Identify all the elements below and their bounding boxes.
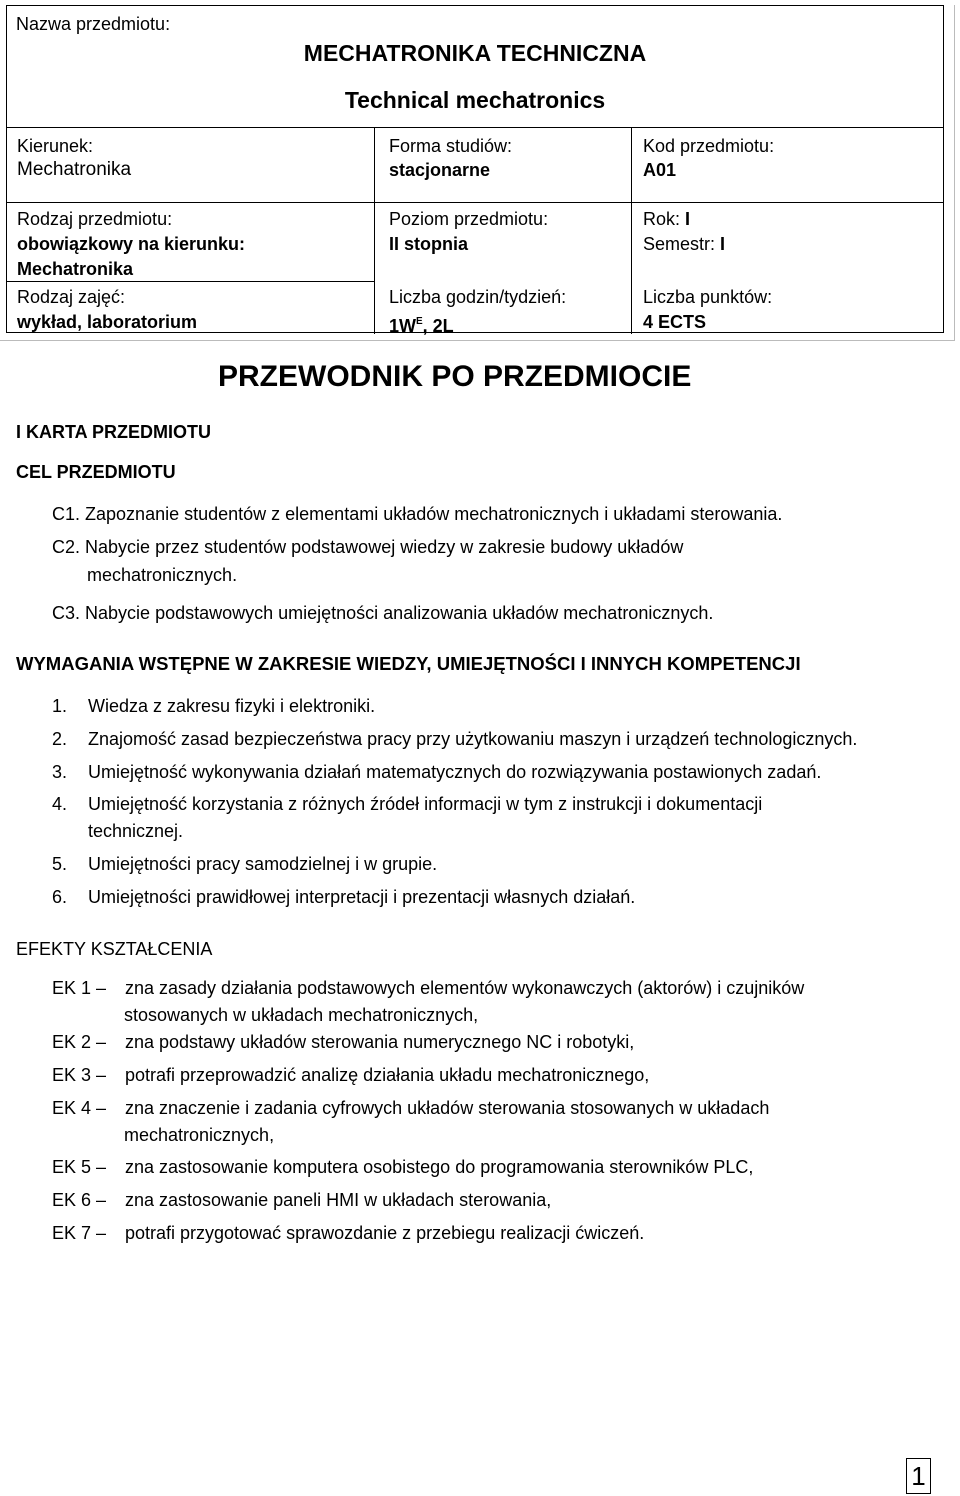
effect-item: EK 7 – potrafi przygotować sprawozdanie z przebiegu realizacji ćwiczeń. [52, 1223, 645, 1243]
requirements-heading: WYMAGANIA WSTĘPNE W ZAKRESIE WIEDZY, UMIEJĘTNOŚCI I INNYCH KOMPETENCJI [16, 653, 801, 674]
effect-item: EK 1 – zna zasady działania podstawowych elementów wykonawczych (aktorów) i czujników [52, 978, 805, 998]
requirement-item: 2. Znajomość zasad bezpieczeństwa pracy przy użytkowaniu maszyn i urządzeń technologicznych. [52, 729, 858, 749]
karta-heading: I KARTA PRZEDMIOTU [16, 422, 211, 442]
kod-label: Kod przedmiotu: [643, 136, 775, 156]
zajec-value: wykład, laboratorium [17, 312, 198, 332]
godzin-value: $1W^E$, 2L [389, 316, 454, 336]
goal-c3: C3. Nabycie podstawowych umiejętności analizowania układów mechatronicznych. [52, 603, 714, 623]
rodzaj-value-1: obowiązkowy na kierunku: [17, 234, 246, 254]
course-meta-row-1 [7, 128, 943, 203]
course-title-pl: MECHATRONIKA TECHNICZNA [303, 40, 647, 66]
requirement-item: 1. Wiedza z zakresu fizyki i elektroniki. [52, 696, 376, 716]
course-info-table [6, 5, 944, 336]
effects-heading: EFEKTY KSZTAŁCENIA [16, 939, 213, 959]
effect-item-cont: stosowanych w układach mechatronicznych, [124, 1005, 479, 1025]
subject-label: Nazwa przedmiotu: [16, 14, 171, 34]
course-meta-row-2 [7, 203, 943, 334]
forma-value: stacjonarne [389, 160, 491, 180]
effect-item: EK 3 – potrafi przeprowadzić analizę działania układu mechatronicznego, [52, 1065, 650, 1085]
requirement-item: 6. Umiejętności prawidłowej interpretacji i prezentacji własnych działań. [52, 887, 636, 907]
godzin-label: Liczba godzin/tydzień: [389, 287, 567, 307]
effect-item: EK 2 – zna podstawy układów sterowania numerycznego NC i robotyki, [52, 1032, 635, 1052]
poziom-value: II stopnia [389, 234, 469, 254]
punktow-label: Liczba punktów: [643, 287, 773, 307]
goal-c2-cont: mechatronicznych. [87, 565, 238, 585]
guide-title: PRZEWODNIK PO PRZEDMIOCIE [218, 360, 692, 393]
goal-c2: C2. Nabycie przez studentów podstawowej wiedzy w zakresie budowy układów [52, 537, 684, 557]
effect-item: EK 5 – zna zastosowanie komputera osobistego do programowania sterowników PLC, [52, 1157, 754, 1177]
course-title-en: Technical mechatronics [344, 87, 606, 113]
effect-item: EK 6 – zna zastosowanie paneli HMI w układach sterowania, [52, 1190, 552, 1210]
requirement-item: 3. Umiejętność wykonywania działań matematycznych do rozwiązywania postawionych zadań. [52, 762, 822, 782]
page-number: 1 [906, 1458, 931, 1494]
rodzaj-value-2: Mechatronika [17, 259, 134, 279]
effect-item-cont: mechatronicznych, [124, 1125, 275, 1145]
course-title-row [7, 6, 943, 128]
rok: Rok: I [643, 209, 691, 229]
kierunek-value: Mechatronika [17, 159, 132, 180]
requirement-item-cont: technicznej. [88, 821, 184, 841]
semestr: Semestr: I [643, 234, 726, 254]
requirement-item: 4. Umiejętność korzystania z różnych źródeł informacji w tym z instrukcji i dokumentacji [52, 794, 763, 814]
cel-heading: CEL PRZEDMIOTU [16, 462, 176, 482]
forma-label: Forma studiów: [389, 136, 513, 156]
kod-value: A01 [643, 160, 677, 180]
zajec-label: Rodzaj zajęć: [17, 287, 126, 307]
rodzaj-label: Rodzaj przedmiotu: [17, 209, 173, 229]
poziom-label: Poziom przedmiotu: [389, 209, 549, 229]
effect-item: EK 4 – zna znaczenie i zadania cyfrowych układów sterowania stosowanych w układach [52, 1098, 770, 1118]
goal-c1: C1. Zapoznanie studentów z elementami układów mechatronicznych i układami sterowania. [52, 504, 783, 524]
requirement-item: 5. Umiejętności pracy samodzielnej i w grupie. [52, 854, 438, 874]
punktow-value: 4 ECTS [643, 312, 707, 332]
kierunek-label: Kierunek: [17, 136, 94, 156]
